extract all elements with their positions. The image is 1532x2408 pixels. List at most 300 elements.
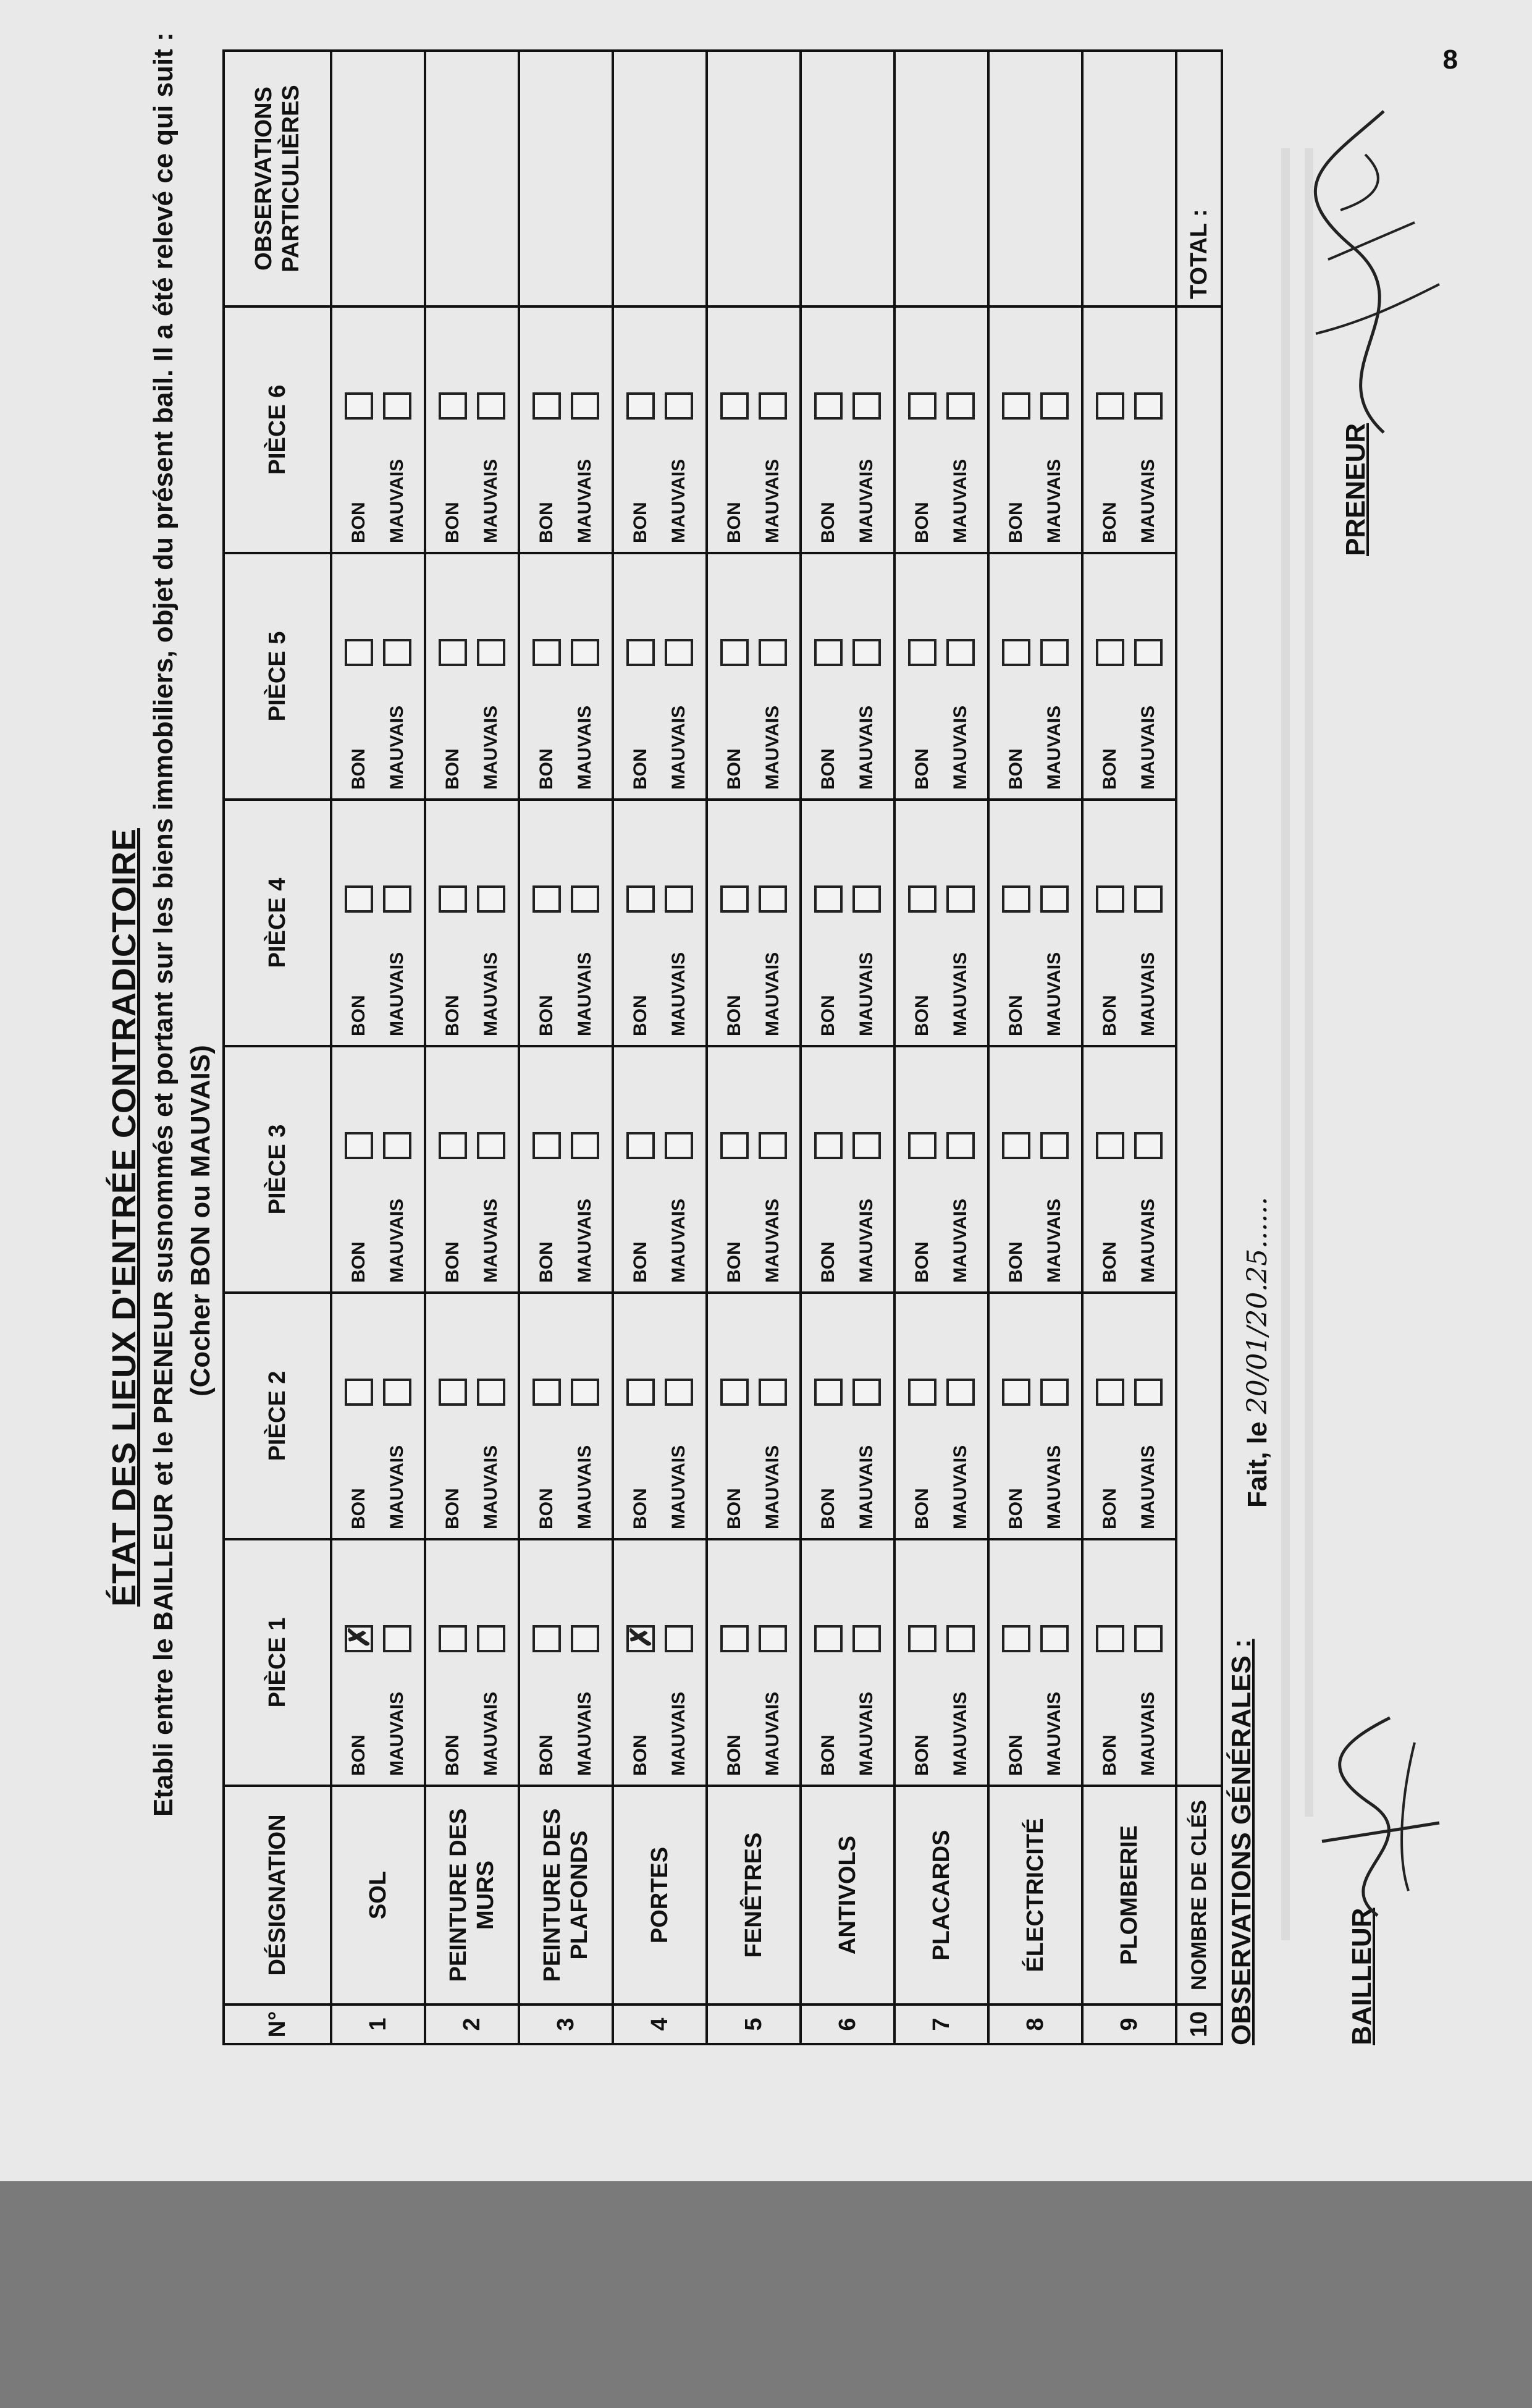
bon-checkbox[interactable] bbox=[908, 885, 936, 913]
bon-checkbox[interactable] bbox=[626, 1379, 655, 1406]
mauvais-label: MAUVAIS bbox=[856, 1445, 877, 1529]
bon-option bbox=[343, 554, 375, 790]
bon-checkbox[interactable] bbox=[626, 1625, 655, 1652]
bon-checkbox[interactable] bbox=[1002, 1625, 1030, 1652]
bon-option bbox=[625, 1294, 657, 1529]
mauvais-label: MAUVAIS bbox=[1044, 1198, 1064, 1283]
mauvais-checkbox[interactable] bbox=[946, 392, 975, 420]
keys-row bbox=[1176, 51, 1222, 2044]
header-piece-1: PIÈCE 1 bbox=[224, 1539, 331, 1786]
mauvais-option bbox=[1132, 1294, 1164, 1529]
bon-option bbox=[812, 308, 844, 543]
row-observations[interactable] bbox=[519, 51, 613, 306]
header-piece-2: PIÈCE 2 bbox=[224, 1293, 331, 1539]
piece-1-cell bbox=[613, 1539, 707, 1786]
bon-checkbox[interactable] bbox=[345, 639, 373, 666]
piece-5-cell bbox=[331, 553, 425, 800]
mauvais-checkbox[interactable] bbox=[383, 1625, 411, 1652]
bon-option bbox=[531, 1294, 563, 1529]
header-observations: OBSERVATIONS PARTICULIÈRES bbox=[224, 51, 331, 306]
bon-checkbox[interactable] bbox=[439, 392, 467, 420]
mauvais-label: MAUVAIS bbox=[574, 1691, 595, 1776]
mauvais-label: MAUVAIS bbox=[574, 705, 595, 790]
mauvais-label: MAUVAIS bbox=[668, 1445, 689, 1529]
mauvais-option bbox=[381, 1540, 413, 1776]
bon-label: BON bbox=[1100, 1241, 1120, 1283]
bon-option bbox=[1094, 1540, 1126, 1776]
mauvais-checkbox[interactable] bbox=[383, 392, 411, 420]
mauvais-checkbox[interactable] bbox=[1134, 639, 1163, 666]
mauvais-option bbox=[475, 801, 507, 1036]
keys-value-cell[interactable] bbox=[1176, 306, 1222, 1786]
mauvais-label: MAUVAIS bbox=[481, 1198, 501, 1283]
bon-checkbox[interactable] bbox=[439, 885, 467, 913]
mauvais-checkbox[interactable] bbox=[1134, 1379, 1163, 1406]
mauvais-checkbox[interactable] bbox=[1040, 1625, 1069, 1652]
row-designation: ÉLECTRICITÉ bbox=[988, 1786, 1082, 2005]
mauvais-label: MAUVAIS bbox=[950, 458, 970, 543]
piece-6-cell bbox=[519, 306, 613, 553]
bon-label: BON bbox=[536, 1488, 557, 1529]
bon-checkbox[interactable] bbox=[626, 392, 655, 420]
table-header-row bbox=[224, 51, 331, 2044]
header-piece-3: PIÈCE 3 bbox=[224, 1046, 331, 1293]
bon-option bbox=[1094, 308, 1126, 543]
piece-3-cell bbox=[707, 1046, 801, 1293]
mauvais-checkbox[interactable] bbox=[852, 1625, 881, 1652]
mauvais-option bbox=[757, 1540, 789, 1776]
mauvais-option bbox=[757, 554, 789, 790]
bon-option bbox=[718, 554, 751, 790]
mauvais-checkbox[interactable] bbox=[1134, 885, 1163, 913]
piece-6-cell bbox=[613, 306, 707, 553]
mauvais-option bbox=[663, 308, 695, 543]
mauvais-checkbox[interactable] bbox=[1134, 1625, 1163, 1652]
bon-option bbox=[812, 1294, 844, 1529]
mauvais-label: MAUVAIS bbox=[668, 1198, 689, 1283]
piece-4-cell bbox=[1082, 800, 1176, 1046]
bon-label: BON bbox=[912, 1734, 932, 1776]
row-designation: PLACARDS bbox=[894, 1786, 988, 2005]
bon-checkbox[interactable] bbox=[1002, 1379, 1030, 1406]
bon-checkbox[interactable] bbox=[1096, 1625, 1124, 1652]
piece-1-cell bbox=[519, 1539, 613, 1786]
piece-4-cell bbox=[988, 800, 1082, 1046]
row-number: 1 bbox=[331, 2005, 425, 2044]
bon-option bbox=[437, 1047, 469, 1283]
bon-checkbox[interactable] bbox=[814, 885, 843, 913]
bon-label: BON bbox=[630, 502, 650, 543]
bon-checkbox[interactable] bbox=[345, 1132, 373, 1159]
piece-2-cell bbox=[425, 1293, 519, 1539]
bon-checkbox[interactable] bbox=[1002, 639, 1030, 666]
mauvais-checkbox[interactable] bbox=[946, 885, 975, 913]
mauvais-option bbox=[1132, 1540, 1164, 1776]
bon-checkbox[interactable] bbox=[626, 1132, 655, 1159]
table-row bbox=[331, 51, 425, 2044]
piece-1-cell bbox=[894, 1539, 988, 1786]
bon-checkbox[interactable] bbox=[720, 1132, 749, 1159]
table-row bbox=[425, 51, 519, 2044]
mauvais-label: MAUVAIS bbox=[481, 705, 501, 790]
mauvais-checkbox[interactable] bbox=[946, 1132, 975, 1159]
mauvais-checkbox[interactable] bbox=[571, 1132, 599, 1159]
piece-3-cell bbox=[801, 1046, 894, 1293]
observations-generales-label: OBSERVATIONS GÉNÉRALES : bbox=[1226, 1639, 1256, 2045]
mauvais-checkbox[interactable] bbox=[1040, 392, 1069, 420]
bon-label: BON bbox=[536, 748, 557, 790]
bon-checkbox[interactable] bbox=[345, 392, 373, 420]
mauvais-option bbox=[569, 308, 601, 543]
bon-option bbox=[531, 308, 563, 543]
bon-option bbox=[812, 1540, 844, 1776]
mauvais-checkbox[interactable] bbox=[852, 639, 881, 666]
mauvais-checkbox[interactable] bbox=[665, 639, 693, 666]
piece-5-cell bbox=[894, 553, 988, 800]
bon-checkbox[interactable] bbox=[626, 639, 655, 666]
row-designation: ANTIVOLS bbox=[801, 1786, 894, 2005]
bon-label: BON bbox=[1006, 1488, 1026, 1529]
mauvais-label: MAUVAIS bbox=[387, 458, 407, 543]
bon-checkbox[interactable] bbox=[814, 1132, 843, 1159]
bon-label: BON bbox=[348, 748, 369, 790]
piece-1-cell bbox=[988, 1539, 1082, 1786]
row-observations[interactable] bbox=[1082, 51, 1176, 306]
bon-checkbox[interactable] bbox=[345, 1379, 373, 1406]
mauvais-checkbox[interactable] bbox=[946, 1379, 975, 1406]
total-label: TOTAL : bbox=[1176, 51, 1222, 306]
mauvais-checkbox[interactable] bbox=[759, 1132, 787, 1159]
mauvais-checkbox[interactable] bbox=[1040, 1379, 1069, 1406]
mauvais-option bbox=[851, 801, 883, 1036]
mauvais-checkbox[interactable] bbox=[759, 639, 787, 666]
bon-label: BON bbox=[912, 995, 932, 1036]
mauvais-checkbox[interactable] bbox=[852, 392, 881, 420]
mauvais-checkbox[interactable] bbox=[477, 639, 505, 666]
mauvais-checkbox[interactable] bbox=[852, 1132, 881, 1159]
row-observations[interactable] bbox=[894, 51, 988, 306]
piece-6-cell bbox=[988, 306, 1082, 553]
bon-option bbox=[437, 554, 469, 790]
mauvais-checkbox[interactable] bbox=[383, 1379, 411, 1406]
mauvais-label: MAUVAIS bbox=[762, 1691, 783, 1776]
mauvais-checkbox[interactable] bbox=[571, 1625, 599, 1652]
mauvais-label: MAUVAIS bbox=[387, 1198, 407, 1283]
mauvais-checkbox[interactable] bbox=[1134, 392, 1163, 420]
mauvais-checkbox[interactable] bbox=[665, 1625, 693, 1652]
piece-1-cell bbox=[801, 1539, 894, 1786]
keys-label: NOMBRE DE CLÉS bbox=[1176, 1786, 1222, 2005]
piece-4-cell bbox=[801, 800, 894, 1046]
bon-checkbox[interactable] bbox=[1002, 885, 1030, 913]
bon-checkbox[interactable] bbox=[439, 1625, 467, 1652]
piece-5-cell bbox=[519, 553, 613, 800]
mauvais-label: MAUVAIS bbox=[668, 952, 689, 1036]
table-row bbox=[988, 51, 1082, 2044]
bon-option bbox=[531, 554, 563, 790]
bon-option bbox=[1000, 554, 1032, 790]
mauvais-option bbox=[475, 308, 507, 543]
preneur-signature bbox=[1291, 99, 1452, 445]
mauvais-label: MAUVAIS bbox=[950, 1445, 970, 1529]
bon-label: BON bbox=[442, 1241, 463, 1283]
piece-4-cell bbox=[707, 800, 801, 1046]
bon-option bbox=[625, 308, 657, 543]
mauvais-label: MAUVAIS bbox=[1138, 458, 1158, 543]
bon-label: BON bbox=[1006, 502, 1026, 543]
bon-checkbox[interactable] bbox=[814, 639, 843, 666]
bon-checkbox[interactable] bbox=[532, 1625, 561, 1652]
bon-label: BON bbox=[1100, 1488, 1120, 1529]
mauvais-checkbox[interactable] bbox=[665, 1379, 693, 1406]
row-observations[interactable] bbox=[801, 51, 894, 306]
bon-option bbox=[718, 308, 751, 543]
mauvais-checkbox[interactable] bbox=[1040, 639, 1069, 666]
bon-checkbox[interactable] bbox=[1096, 1132, 1124, 1159]
bon-checkbox[interactable] bbox=[908, 392, 936, 420]
mauvais-option bbox=[663, 801, 695, 1036]
mauvais-label: MAUVAIS bbox=[1138, 705, 1158, 790]
mauvais-option bbox=[475, 554, 507, 790]
bon-checkbox[interactable] bbox=[720, 639, 749, 666]
mauvais-option bbox=[663, 1294, 695, 1529]
mauvais-option bbox=[1132, 801, 1164, 1036]
bailleur-label: BAILLEUR bbox=[1347, 1907, 1377, 2045]
header-piece-4: PIÈCE 4 bbox=[224, 800, 331, 1046]
fait-le-date: 20/01/20.25...... bbox=[1242, 1196, 1273, 1414]
bon-option bbox=[625, 1047, 657, 1283]
mauvais-label: MAUVAIS bbox=[762, 952, 783, 1036]
bon-checkbox[interactable] bbox=[345, 885, 373, 913]
mauvais-checkbox[interactable] bbox=[383, 885, 411, 913]
row-number: 2 bbox=[425, 2005, 519, 2044]
mauvais-label: MAUVAIS bbox=[762, 705, 783, 790]
piece-4-cell bbox=[519, 800, 613, 1046]
bon-checkbox[interactable] bbox=[720, 1379, 749, 1406]
bon-checkbox[interactable] bbox=[814, 1625, 843, 1652]
bon-checkbox[interactable] bbox=[1096, 392, 1124, 420]
bon-option bbox=[812, 554, 844, 790]
mauvais-option bbox=[757, 308, 789, 543]
mauvais-option bbox=[663, 1047, 695, 1283]
bon-checkbox[interactable] bbox=[532, 639, 561, 666]
mauvais-checkbox[interactable] bbox=[665, 1132, 693, 1159]
mauvais-checkbox[interactable] bbox=[477, 1379, 505, 1406]
bon-checkbox[interactable] bbox=[1096, 885, 1124, 913]
mauvais-checkbox[interactable] bbox=[665, 885, 693, 913]
bon-label: BON bbox=[1006, 995, 1026, 1036]
piece-2-cell bbox=[331, 1293, 425, 1539]
mauvais-checkbox[interactable] bbox=[571, 1379, 599, 1406]
mauvais-checkbox[interactable] bbox=[665, 392, 693, 420]
bon-label: BON bbox=[536, 502, 557, 543]
piece-6-cell bbox=[331, 306, 425, 553]
mauvais-label: MAUVAIS bbox=[1044, 1445, 1064, 1529]
mauvais-label: MAUVAIS bbox=[574, 1198, 595, 1283]
bon-label: BON bbox=[818, 1241, 838, 1283]
piece-5-cell bbox=[988, 553, 1082, 800]
mauvais-option bbox=[663, 554, 695, 790]
bon-option bbox=[1000, 801, 1032, 1036]
bon-option bbox=[531, 801, 563, 1036]
mauvais-option bbox=[381, 801, 413, 1036]
bon-option bbox=[906, 1047, 938, 1283]
header-piece-5: PIÈCE 5 bbox=[224, 553, 331, 800]
bon-option bbox=[1094, 1047, 1126, 1283]
mauvais-checkbox[interactable] bbox=[759, 885, 787, 913]
header-num: N° bbox=[224, 2005, 331, 2044]
mauvais-checkbox[interactable] bbox=[1040, 885, 1069, 913]
mauvais-checkbox[interactable] bbox=[477, 392, 505, 420]
mauvais-option bbox=[757, 801, 789, 1036]
piece-6-cell bbox=[1082, 306, 1176, 553]
table-row bbox=[613, 51, 707, 2044]
bon-checkbox[interactable] bbox=[814, 392, 843, 420]
bon-label: BON bbox=[1006, 748, 1026, 790]
mauvais-label: MAUVAIS bbox=[950, 1691, 970, 1776]
bon-label: BON bbox=[724, 995, 744, 1036]
row-number: 4 bbox=[613, 2005, 707, 2044]
piece-2-cell bbox=[1082, 1293, 1176, 1539]
mauvais-option bbox=[569, 1047, 601, 1283]
mauvais-option bbox=[1038, 801, 1071, 1036]
mauvais-checkbox[interactable] bbox=[759, 1379, 787, 1406]
mauvais-option bbox=[663, 1540, 695, 1776]
bon-checkbox[interactable] bbox=[345, 1625, 373, 1652]
bon-checkbox[interactable] bbox=[908, 1132, 936, 1159]
bon-label: BON bbox=[818, 748, 838, 790]
row-observations[interactable] bbox=[613, 51, 707, 306]
mauvais-label: MAUVAIS bbox=[481, 458, 501, 543]
mauvais-checkbox[interactable] bbox=[383, 639, 411, 666]
mauvais-option bbox=[569, 1294, 601, 1529]
mauvais-checkbox[interactable] bbox=[477, 885, 505, 913]
mauvais-checkbox[interactable] bbox=[571, 392, 599, 420]
bon-checkbox[interactable] bbox=[908, 639, 936, 666]
mauvais-option bbox=[945, 1540, 977, 1776]
mauvais-checkbox[interactable] bbox=[1134, 1132, 1163, 1159]
bon-checkbox[interactable] bbox=[908, 1379, 936, 1406]
table-row bbox=[894, 51, 988, 2044]
mauvais-checkbox[interactable] bbox=[477, 1625, 505, 1652]
mauvais-checkbox[interactable] bbox=[571, 639, 599, 666]
mauvais-label: MAUVAIS bbox=[387, 1691, 407, 1776]
bon-checkbox[interactable] bbox=[532, 392, 561, 420]
mauvais-label: MAUVAIS bbox=[856, 1198, 877, 1283]
mauvais-option bbox=[945, 801, 977, 1036]
document-title: ÉTAT DES LIEUX D'ENTRÉE CONTRADICTOIRE bbox=[106, 828, 143, 1607]
mauvais-label: MAUVAIS bbox=[387, 705, 407, 790]
mauvais-option bbox=[1038, 1540, 1071, 1776]
bon-checkbox[interactable] bbox=[814, 1379, 843, 1406]
bon-checkbox[interactable] bbox=[532, 1379, 561, 1406]
bon-checkbox[interactable] bbox=[1002, 392, 1030, 420]
bon-option bbox=[343, 1540, 375, 1776]
table-row bbox=[519, 51, 613, 2044]
mauvais-checkbox[interactable] bbox=[571, 885, 599, 913]
mauvais-checkbox[interactable] bbox=[852, 1379, 881, 1406]
mauvais-label: MAUVAIS bbox=[856, 1691, 877, 1776]
bon-label: BON bbox=[912, 502, 932, 543]
bon-option bbox=[625, 801, 657, 1036]
bon-label: BON bbox=[818, 1734, 838, 1776]
mauvais-checkbox[interactable] bbox=[1040, 1132, 1069, 1159]
bon-label: BON bbox=[348, 1241, 369, 1283]
row-designation: PEINTURE DES MURS bbox=[425, 1786, 519, 2005]
mauvais-option bbox=[569, 801, 601, 1036]
bon-option bbox=[1000, 1294, 1032, 1529]
piece-4-cell bbox=[613, 800, 707, 1046]
mauvais-checkbox[interactable] bbox=[946, 639, 975, 666]
bon-checkbox[interactable] bbox=[720, 885, 749, 913]
row-designation: PLOMBERIE bbox=[1082, 1786, 1176, 2005]
row-observations[interactable] bbox=[425, 51, 519, 306]
bon-checkbox[interactable] bbox=[908, 1625, 936, 1652]
mauvais-option bbox=[1132, 554, 1164, 790]
mauvais-label: MAUVAIS bbox=[762, 1445, 783, 1529]
mauvais-checkbox[interactable] bbox=[383, 1132, 411, 1159]
bon-label: BON bbox=[630, 1488, 650, 1529]
bon-checkbox[interactable] bbox=[532, 1132, 561, 1159]
bon-checkbox[interactable] bbox=[626, 885, 655, 913]
mauvais-label: MAUVAIS bbox=[1138, 1445, 1158, 1529]
bon-checkbox[interactable] bbox=[439, 1132, 467, 1159]
bon-option bbox=[906, 554, 938, 790]
bon-label: BON bbox=[630, 995, 650, 1036]
bon-checkbox[interactable] bbox=[720, 1625, 749, 1652]
row-observations[interactable] bbox=[331, 51, 425, 306]
mauvais-option bbox=[569, 1540, 601, 1776]
mauvais-checkbox[interactable] bbox=[759, 1625, 787, 1652]
bon-option bbox=[343, 308, 375, 543]
mauvais-option bbox=[381, 554, 413, 790]
mauvais-checkbox[interactable] bbox=[477, 1132, 505, 1159]
mauvais-label: MAUVAIS bbox=[1138, 1198, 1158, 1283]
bon-checkbox[interactable] bbox=[439, 1379, 467, 1406]
row-observations[interactable] bbox=[707, 51, 801, 306]
bon-option bbox=[718, 1294, 751, 1529]
mauvais-checkbox[interactable] bbox=[946, 1625, 975, 1652]
row-number: 5 bbox=[707, 2005, 801, 2044]
mauvais-label: MAUVAIS bbox=[1044, 458, 1064, 543]
bon-checkbox[interactable] bbox=[720, 392, 749, 420]
mauvais-label: MAUVAIS bbox=[1138, 1691, 1158, 1776]
bon-label: BON bbox=[630, 748, 650, 790]
bon-checkbox[interactable] bbox=[1002, 1132, 1030, 1159]
bon-checkbox[interactable] bbox=[1096, 1379, 1124, 1406]
bon-option bbox=[343, 1294, 375, 1529]
mauvais-label: MAUVAIS bbox=[950, 1198, 970, 1283]
bon-checkbox[interactable] bbox=[532, 885, 561, 913]
mauvais-label: MAUVAIS bbox=[574, 458, 595, 543]
bon-checkbox[interactable] bbox=[439, 639, 467, 666]
preneur-label: PRENEUR bbox=[1340, 423, 1371, 556]
mauvais-label: MAUVAIS bbox=[950, 705, 970, 790]
bon-label: BON bbox=[442, 748, 463, 790]
row-observations[interactable] bbox=[988, 51, 1082, 306]
bon-label: BON bbox=[348, 1734, 369, 1776]
piece-2-cell bbox=[519, 1293, 613, 1539]
mauvais-option bbox=[1038, 1047, 1071, 1283]
piece-3-cell bbox=[894, 1046, 988, 1293]
bon-checkbox[interactable] bbox=[1096, 639, 1124, 666]
inventory-table bbox=[222, 49, 1223, 2045]
bon-option bbox=[812, 1047, 844, 1283]
bon-option bbox=[1000, 1047, 1032, 1283]
header-designation: DÉSIGNATION bbox=[224, 1786, 331, 2005]
mauvais-checkbox[interactable] bbox=[759, 392, 787, 420]
mauvais-checkbox[interactable] bbox=[852, 885, 881, 913]
